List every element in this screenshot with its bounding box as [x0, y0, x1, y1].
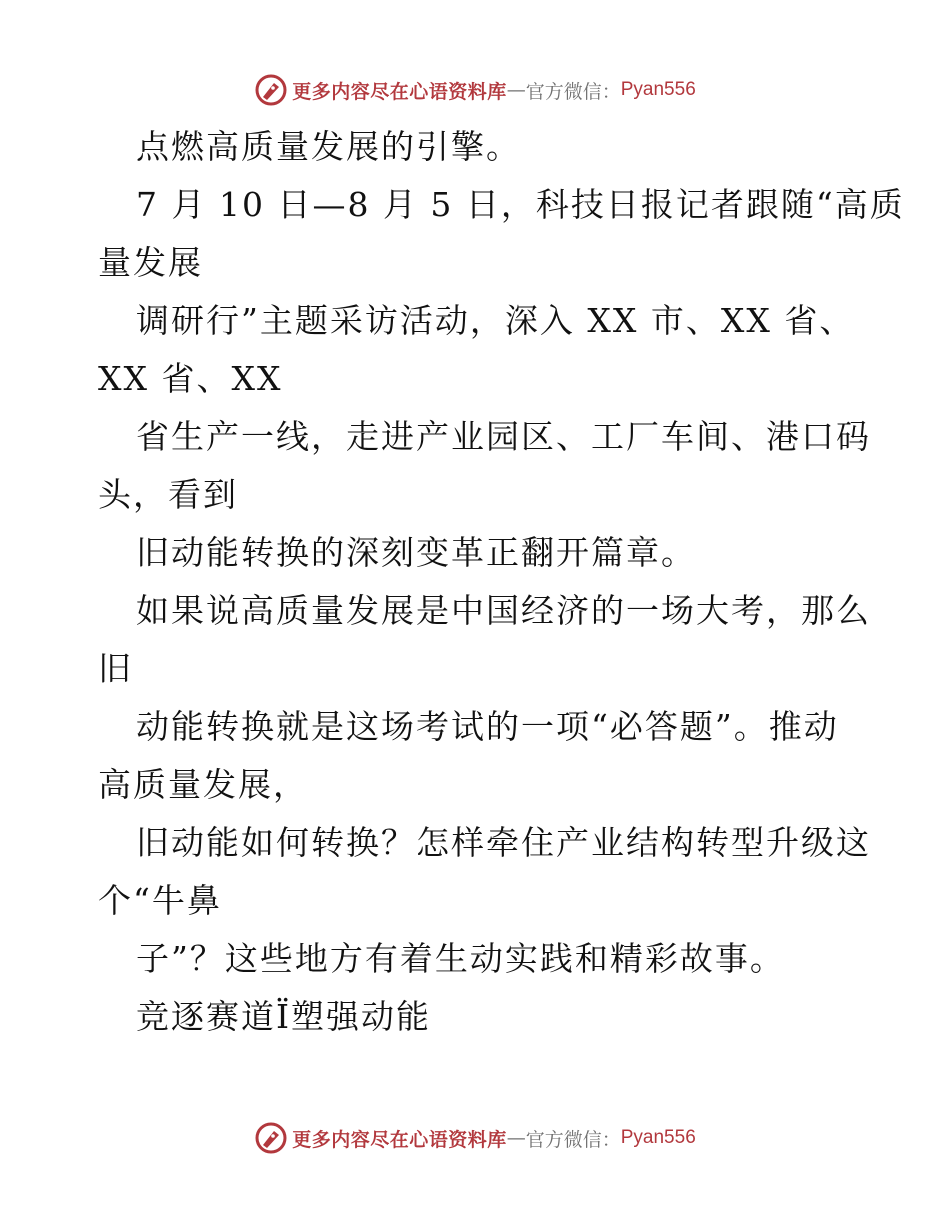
text-line: 头，看到: [98, 475, 238, 514]
text-line: 个“牛鼻: [98, 881, 222, 920]
document-body: [98, 118, 905, 1046]
text-line: 7 月 10 日—8 月 5 日，科技日报记者跟随“高质: [136, 185, 905, 224]
watermark-sub-text: 官方微信：: [525, 1128, 621, 1151]
watermark-main-text: 更多内容尽在心语资料库: [292, 1128, 507, 1151]
text-line: 旧动能如何转换？怎样牵住产业结构转型升级这: [136, 823, 871, 862]
text-line: 如果说高质量发展是中国经济的一场大考，那么: [136, 591, 871, 630]
text-line: 调研行”主题采访活动，深入 XX 市、XX 省、: [136, 301, 855, 340]
watermark-dash: —: [506, 1127, 526, 1149]
text-line: 旧: [98, 649, 133, 688]
text-line: 旧动能转换的深刻变革正翻开篇章。: [136, 533, 696, 572]
watermark-wechat-id: Pyan556: [620, 79, 696, 100]
text-line: 高质量发展，: [98, 765, 308, 804]
watermark-wechat-id: Pyan556: [620, 1127, 696, 1148]
watermark-dash: —: [506, 79, 526, 101]
text-line: XX 省、XX: [98, 359, 283, 398]
text-line: 动能转换就是这场考试的一项“必答题”。推动: [136, 707, 839, 746]
footer-watermark: [0, 1118, 950, 1158]
watermark-main-text: 更多内容尽在心语资料库: [292, 80, 507, 103]
text-line: 量发展: [98, 243, 203, 282]
pen-nib-logo-icon: [254, 1121, 288, 1155]
text-line: 子”？这些地方有着生动实践和精彩故事。: [136, 939, 785, 978]
watermark-sub-text: 官方微信：: [525, 80, 621, 103]
pen-nib-logo-icon: [254, 73, 288, 107]
text-line: 省生产一线，走进产业园区、工厂车间、港口码: [136, 417, 871, 456]
text-line: 竞逐赛道Ï塑强动能: [136, 997, 432, 1036]
header-watermark: [0, 70, 950, 110]
text-line: 点燃高质量发展的引擎。: [136, 127, 521, 166]
